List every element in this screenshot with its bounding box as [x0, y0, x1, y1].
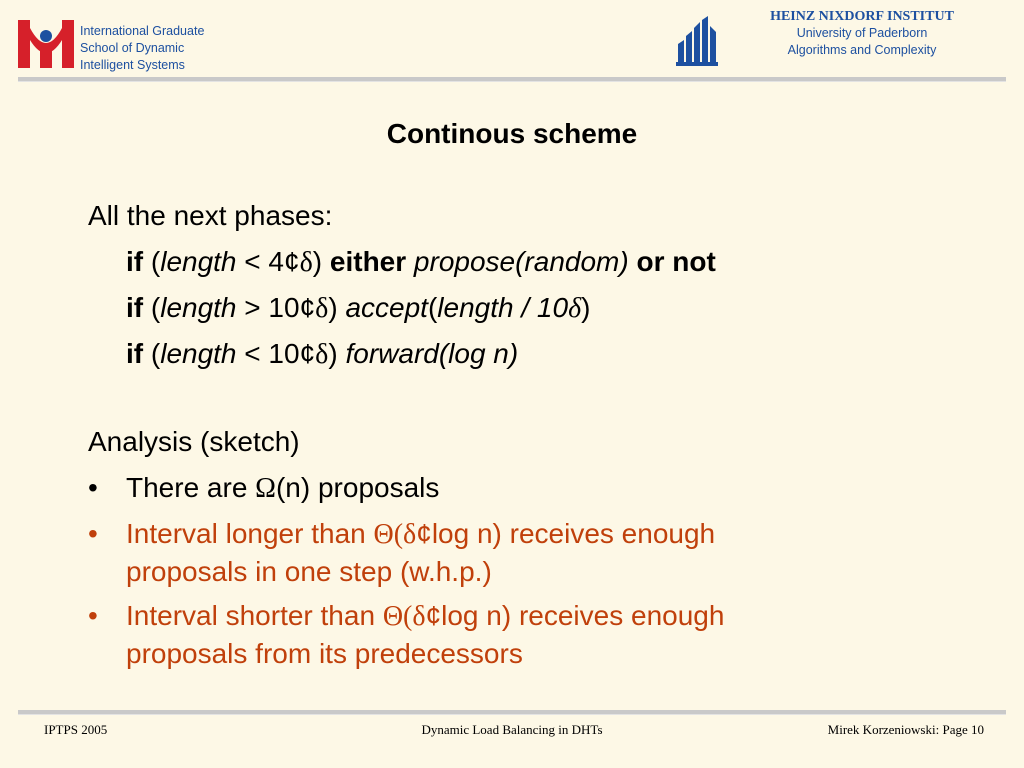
header-divider	[18, 77, 1006, 82]
bullet-3-continuation: proposals from its predecessors	[126, 638, 523, 669]
bullet-1-omega: Ω	[255, 473, 276, 504]
footer-conference: IPTPS 2005	[44, 722, 108, 737]
analysis-heading: Analysis (sketch)	[88, 426, 300, 457]
rule-1-or-not: or not	[636, 246, 716, 277]
footer-talk-title: Dynamic Load Balancing in DHTs	[421, 722, 603, 737]
bullet-3-theta: Θ(δ	[382, 601, 426, 632]
slide-title: Continous scheme	[386, 118, 638, 149]
bullet-1-pre: There are	[126, 472, 256, 503]
igs-org-name	[80, 23, 204, 74]
rule-2-var: length	[160, 292, 237, 323]
rule-2-close: )	[328, 292, 346, 323]
hni-logo	[676, 16, 720, 68]
bullet-1-post: (n) proposals	[275, 472, 440, 503]
footer-page-info: Mirek Korzeniowski: Page 10	[827, 722, 984, 737]
hni-org-name	[740, 8, 984, 59]
rule-3-open: (	[143, 338, 161, 369]
rule-2-arg-open: (	[427, 292, 438, 323]
igs-line-1: International Graduate	[80, 24, 205, 38]
igs-logo	[18, 18, 74, 70]
rule-1-either: either	[329, 246, 407, 277]
bullet-2-pre: Interval longer than	[126, 518, 374, 549]
rule-2-arg-close: )	[581, 292, 591, 323]
rule-2-open: (	[143, 292, 161, 323]
rule-3-var: length	[160, 338, 237, 369]
rule-1-action: propose(random)	[406, 246, 637, 277]
rule-line-3	[126, 338, 518, 371]
hni-group: Algorithms and Complexity	[787, 43, 937, 57]
rule-1-cond: < 4¢	[236, 246, 300, 277]
rule-line-1	[126, 246, 716, 279]
bullet-2-post: ¢log n) receives enough	[416, 518, 716, 549]
rule-3-delta: δ	[315, 339, 329, 370]
rule-1-close: )	[312, 246, 330, 277]
rule-1-open: (	[143, 246, 161, 277]
rule-2-delta: δ	[315, 293, 329, 324]
igs-line-2: School of Dynamic	[80, 41, 185, 55]
intro-text: All the next phases:	[88, 200, 333, 231]
hni-university: University of Paderborn	[796, 26, 928, 40]
bullet-marker: •	[88, 472, 98, 503]
rule-1-var: length	[160, 246, 237, 277]
rule-2-action: accept	[345, 292, 428, 323]
rule-2-keyword: if	[126, 292, 144, 323]
bullet-2-theta: Θ(δ	[373, 519, 417, 550]
rule-2-arg-delta: δ	[568, 293, 582, 324]
rule-3-cond: < 10¢	[236, 338, 316, 369]
bullet-marker: •	[88, 600, 98, 631]
rule-3-close: )	[328, 338, 346, 369]
hni-title: HEINZ NIXDORF INSTITUT	[770, 9, 954, 24]
rule-3-action: forward(log n)	[345, 338, 519, 369]
rule-2-cond: > 10¢	[236, 292, 316, 323]
bullet-2-continuation: proposals in one step (w.h.p.)	[126, 556, 492, 587]
bullet-marker: •	[88, 518, 98, 549]
rule-1-keyword: if	[126, 246, 144, 277]
igs-line-3: Intelligent Systems	[80, 58, 185, 72]
rule-1-delta: δ	[299, 247, 313, 278]
footer-divider	[18, 710, 1006, 715]
rule-3-keyword: if	[126, 338, 144, 369]
rule-line-2	[126, 292, 590, 325]
rule-2-arg: length / 10	[437, 292, 569, 323]
bullet-3-post: ¢log n) receives enough	[425, 600, 725, 631]
bullet-3-pre: Interval shorter than	[126, 600, 383, 631]
